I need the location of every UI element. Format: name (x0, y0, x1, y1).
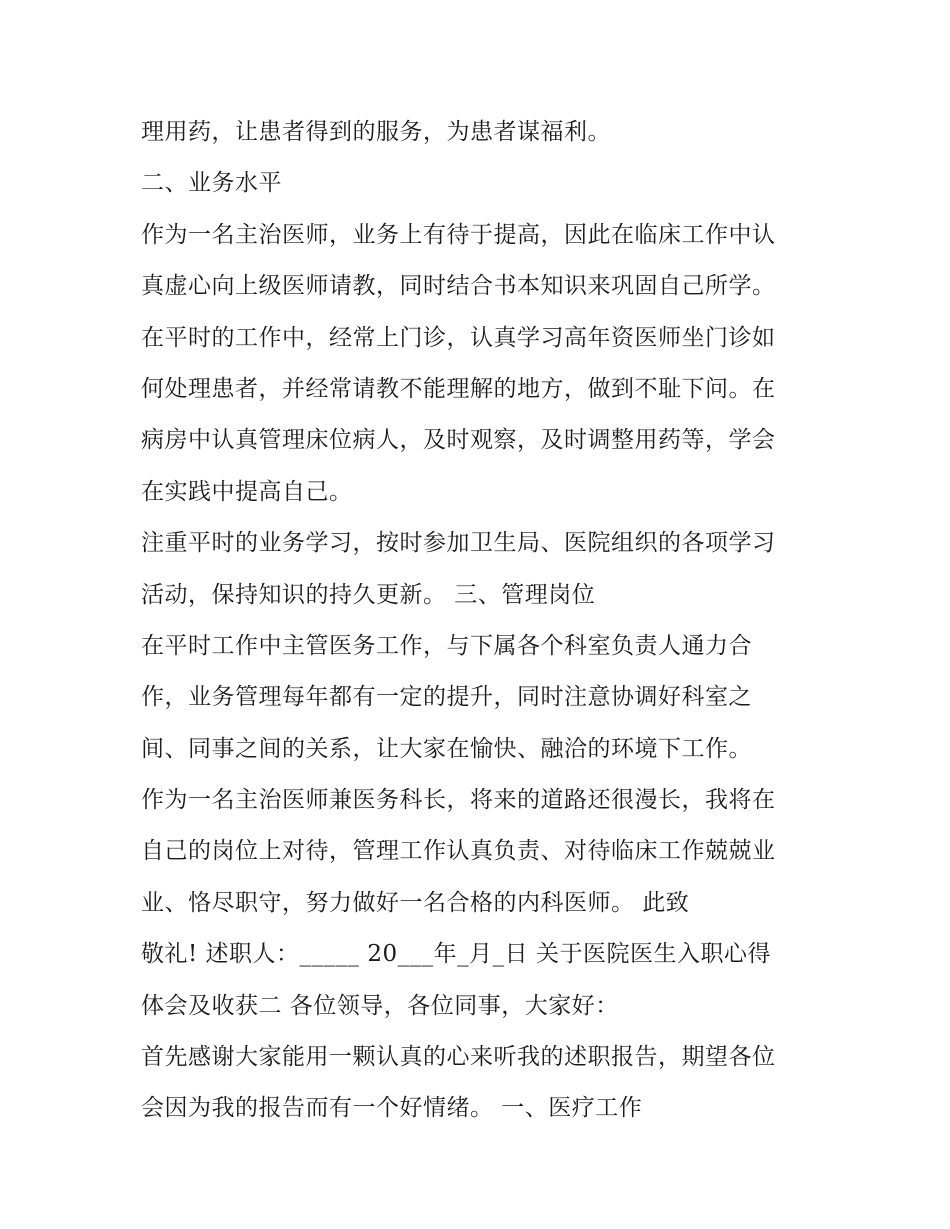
text-line: 病房中认真管理床位病人，及时观察，及时调整用药等，学会 (141, 427, 776, 454)
text-line: 敬礼! 述职人：_____ 20___年_月_日 关于医院医生入职心得 (141, 941, 771, 968)
text-line: 作，业务管理每年都有一定的提升，同时注意协调好科室之 (141, 684, 752, 711)
text-line: 首先感谢大家能用一颗认真的心来听我的述职报告，期望各位 (141, 1044, 776, 1071)
text-line: 业、恪尽职守，努力做好一名合格的内科医师。 此致 (141, 889, 690, 916)
text-line: 活动，保持知识的持久更新。 三、管理岗位 (141, 581, 596, 608)
text-line: 何处理患者，并经常请教不能理解的地方，做到不耻下问。在 (141, 375, 776, 402)
text-line: 会因为我的报告而有一个好情绪。 一、医疗工作 (141, 1095, 643, 1122)
text-line: 体会及收获二 各位领导，各位同事，大家好： (141, 992, 619, 1019)
text-line: 间、同事之间的关系，让大家在愉快、融洽的环境下工作。 (141, 735, 752, 762)
text-line: 自己的岗位上对待，管理工作认真负责、对待临床工作兢兢业 (141, 838, 776, 865)
text-line: 注重平时的业务学习，按时参加卫生局、医院组织的各项学习 (141, 530, 776, 557)
text-line: 理用药，让患者得到的服务，为患者谋福利。 (141, 119, 611, 145)
text-line: 真虚心向上级医师请教，同时结合书本知识来巩固自己所学。 (141, 273, 776, 300)
section-heading: 二、业务水平 (141, 170, 282, 197)
body-text (141, 107, 841, 1135)
text-line: 作为一名主治医师，业务上有待于提高，因此在临床工作中认 (141, 221, 776, 248)
text-line: 作为一名主治医师兼医务科长，将来的道路还很漫长，我将在 (141, 787, 776, 814)
text-line: 在平时的工作中，经常上门诊，认真学习高年资医师坐门诊如 (141, 324, 776, 351)
text-line: 在平时工作中主管医务工作，与下属各个科室负责人通力合 (141, 632, 752, 659)
text-line: 在实践中提高自己。 (141, 478, 353, 505)
